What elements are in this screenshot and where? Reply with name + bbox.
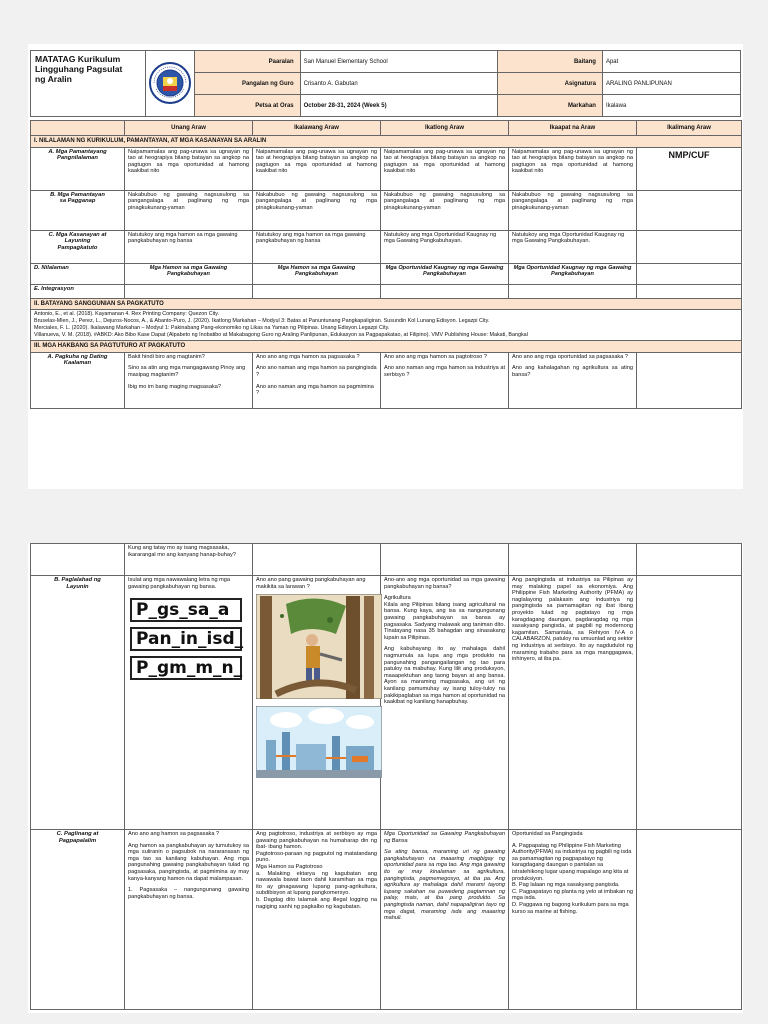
reference-entry: Bruselas-Mlen, J., Perez, L., Dejuros-Nocos, A., & Abanto-Puro, J. (2020). Ikatlong Markahan – Modyul 3: Batas at Panuntunang Pangkapaligiran. Susundin Kol Lunang Edisyon. Legazpi City. — [34, 318, 490, 325]
corner-cell — [31, 121, 125, 136]
day-header: Unang Araw — [125, 121, 253, 136]
table-cell: Naipamamalas ang pag-unawa sa ugnayan ng tao at heograpiya bilang batayan sa angkop na pagtugon sa mga oportunidad at hamong kaakibat nito — [381, 147, 509, 190]
row-label — [31, 147, 125, 190]
table-row — [31, 830, 742, 1010]
question-text: Ano ano naman ang mga hamon sa industriya at serbisyo ? — [384, 365, 505, 378]
value-baitang: Apat — [602, 51, 740, 73]
row-label: E. Integrasyon — [31, 284, 125, 298]
paragraph: Ang kabuhayang ito ay mahalaga dahil nagmumula sa lupa ang mga produkto na pangunahing pangangailangan ng tao para patuloy na mabuhay. Kung lilit ang produksyon, maaapektuhan ang taong bayan at ang bansa. Ayon sa maraming magsasaka, ang uri ng kanilang pamumuhay ay isang tuloy-tuloy na pakikipaglaban sa mga hamon at oportunidad na kaakibat ng kanilang hanapbuhay. — [384, 646, 505, 706]
table-cell — [253, 284, 381, 298]
table-cell — [381, 352, 509, 408]
row-label-line: B. Mga Pamantayan — [50, 191, 105, 198]
question-text: Ano ano naman ang mga hamon sa pagmimina ? — [256, 383, 374, 397]
value-markahan: Ikalawa — [602, 95, 740, 117]
table-row — [31, 147, 742, 190]
logging-illustration — [256, 594, 382, 699]
row-label-line: C. Paglinang at — [56, 831, 99, 837]
table-cell: Mga Hamon sa mga Gawaing Pangkabuhayan — [253, 263, 381, 284]
paragraph: Sa ating bansa, maraming uri ng gawaing pangkabuhayan na maaaring magbigay ng oportunidad para sa mga tao. Ang mga gawaing ito ay may kinalaman sa agrikultura, pangingisda, pagmemegosyo, at iba pa. Ang agrikultura ay mahalaga dahil marami tayong lupang sakahan na puwedeng pagtamnan ng palay, mais, at iba pang produkto. Sa pangingisda naman, dahil napapaligiran tayo ng mga dagat, maraming isda ang maaaring mahuli. — [384, 849, 505, 922]
table-cell: Nakabubuo ng gawaing nagsusulong sa pangangalaga at paglinang ng mga pinagkukunang-yaman — [253, 190, 381, 230]
question-text: Ano ang kahalagahan ng agrikultura sa ating bansa? — [512, 365, 633, 378]
table-cell — [637, 190, 742, 230]
paragraph: Pagtotroso-paraan ng pagputol ng matatandang puno. — [256, 850, 377, 864]
title-line: ng Aralin — [35, 74, 72, 84]
table-cell: Natutukoy ang mga hamon sa mga gawaing pangkabuhayan ng bansa — [125, 230, 253, 263]
table-cell — [637, 544, 742, 576]
table-cell — [253, 544, 381, 576]
subheading: Oportunidad sa Pangingisda — [512, 831, 583, 837]
reference-entry: Merciales, F. L. (2020). Ikalawang Markahan – Modyul 1: Pakinabang Pang-ekonomiko ng Likas na Yaman ng Pilipinas. Unang Edisyon.Legazpi City. — [34, 325, 390, 332]
table-cell — [637, 284, 742, 298]
lesson-plan-page-1 — [28, 44, 743, 489]
table-cell — [637, 352, 742, 408]
row-label-line: Kaalaman — [63, 360, 92, 367]
value-asignatura: ARALING PANLIPUNAN — [602, 73, 740, 95]
section-row — [31, 298, 742, 310]
label-paaralan: Paaralan — [195, 51, 300, 73]
word-puzzle: Pan_in_isd_ — [130, 627, 242, 651]
question-text: Sino sa atin ang mga mangagawang Pinoy ang masipag magtanim? — [128, 365, 246, 378]
instruction-text: Isulat ang mga nawawalang letra ng mga gawaing pangkabuhayan ng bansa. — [128, 577, 230, 590]
day-header: Ikalimang Araw — [637, 121, 742, 136]
row-label-line: sa Pagganap — [59, 198, 96, 205]
days-header-row — [31, 121, 742, 136]
label-asignatura: Asignatura — [497, 73, 602, 95]
question-text: Bakit hindi biro ang magtanim? — [128, 353, 205, 360]
table-cell: Kung ang tatay mo ay isang magsasaka, ikararangal mo ang kanyang hanap-buhay? — [125, 544, 253, 576]
table-cell: Mga Hamon sa mga Gawaing Pangkabuhayan — [125, 263, 253, 284]
lesson-plan-page-2 — [28, 543, 743, 1013]
paragraph: B. Pag lalaan ng mga sasakyang pangisda. — [512, 882, 620, 889]
table-cell — [381, 830, 509, 1010]
row-label-line: Pagpapalalim — [58, 837, 97, 844]
table-row — [31, 284, 742, 298]
row-label-line: C. Mga Kasanayan at — [48, 231, 107, 238]
paragraph: D. Paggawa ng bagong kurikulum para sa mga kurso sa marine at fishing. — [512, 901, 629, 915]
section-row — [31, 136, 742, 148]
row-label — [31, 230, 125, 263]
question-text: Ano ano ang mga hamon sa pagsasaka ? — [256, 353, 360, 360]
section-title: III. MGA HAKBANG SA PAGTUTURO AT PAGKATUTO — [31, 341, 742, 353]
section-title: II. BATAYANG SANGGUNIAN SA PAGKATUTO — [31, 298, 742, 310]
table-cell: Natutukoy ang mga Oportunidad Kaugnay ng mga Gawaing Pangkabuhayan. — [381, 230, 509, 263]
paragraph: Ang pagtotroso, industriya at serbisyo ay mga gawaing pangkabuhayan na humaharap din ng ibat- ibang hamon. — [256, 831, 377, 851]
paragraph: C. Pagpapatayo ng planta ng yelo at imbakan ng mga isda. — [512, 888, 633, 902]
references-cell — [31, 310, 742, 341]
missing-letters-activity — [130, 598, 247, 685]
reference-entry: Antonio, E., et al. (2018). Kayamanan 4. Rex Printing Company: Quezon City. — [34, 311, 220, 318]
table-cell: Naipamamalas ang pag-unawa sa ugnayan ng tao at heograpiya bilang batayan sa angkop na pagtugon sa mga oportunidad at hamong kaakibat nito — [509, 147, 637, 190]
day-header: Ikatlong Araw — [381, 121, 509, 136]
question-text: Ano ano ang hamon sa pagsasaka ? — [128, 831, 220, 837]
question-text: Ano-ano ang mga oportunidad sa mga gawaing pangkabuhayan ng bansa? — [384, 577, 505, 590]
row-label-line: A. Pagkuha ng Dating — [47, 353, 108, 360]
table-cell — [253, 576, 381, 830]
paragraph: 1. Pagsasaka – nangungunang gawaing pangkabuhayan ng bansa. — [128, 887, 249, 900]
industry-illustration — [256, 706, 382, 778]
paragraph: Kilala ang Pilipinas bilang isang agricultural na bansa. Kung kaya, ang isa sa nangungunang gawaing pangkabuhayan sa bansa ay pagsasaka. Sadyang malawak ang taniman dito. Tinatayang nasa 35 bahagdan ang sinasakang lupain sa Pilipinas. — [384, 601, 505, 641]
value-petsa: October 28-31, 2024 (Week 5) — [300, 95, 497, 117]
question-text: Ano ano pang gawaing pangkabuhayan ang makikita sa larawan ? — [256, 577, 366, 590]
table-cell: Natutukoy ang mga Oportunidad Kaugnay ng mga Gawaing Pangkabuhayan. — [509, 230, 637, 263]
section-title: I. NILALAMAN NG KURIKULUM, PAMANTAYAN, AT MGA KASANAYAN SA ARALIN — [31, 136, 742, 148]
table-cell: Mga Oportunidad Kaugnay ng mga Gawaing Pangkabuhayan — [381, 263, 509, 284]
subheading: Mga Oportunidad sa Gawaing Pangkabuhayan ng Bansa — [384, 831, 505, 844]
row-label-line: Pampagkatuto — [57, 244, 98, 251]
section-row — [31, 341, 742, 353]
table-cell: Naipamamalas ang pag-unawa sa ugnayan ng tao at heograpiya bilang batayan sa angkop na pagtugon sa mga oportunidad at hamong kaakibat nito — [125, 147, 253, 190]
value-guro: Crisanto A. Gabutan — [300, 73, 497, 95]
table-cell — [381, 576, 509, 830]
table-row — [31, 263, 742, 284]
table-cell — [125, 352, 253, 408]
table-cell: Naipamamalas ang pag-unawa sa ugnayan ng tao at heograpiya bilang batayan sa angkop na pagtugon sa mga oportunidad at hamong kaakibat nito — [253, 147, 381, 190]
table-cell — [509, 352, 637, 408]
nmp-cuf-label: NMP/CUF — [637, 147, 742, 190]
title-line: MATATAG Kurikulum — [35, 54, 121, 64]
table-cell: Natutukoy ang mga hamon sa mga gawaing pangkabuhayan ng bansa — [253, 230, 381, 263]
question-text: Ano ano ang mga hamon sa pagtotroso ? — [384, 353, 487, 360]
row-label-line: Pangnilalaman — [57, 155, 98, 162]
table-cell: Nakabubuo ng gawaing nagsusulong sa pangangalaga at paglinang ng mga pinagkukunang-yaman — [509, 190, 637, 230]
row-label-line: A. Mga Pamantayang — [48, 148, 107, 155]
paragraph: b. Dagdag dito talamak ang illegal logging na nagiging sanhi ng pagkalbo ng kagubatan. — [256, 896, 377, 910]
paragraph: A. Pagpapatag ng Philippine Fish Marketing Authority(PFMA) sa industriya ng pagbili ng isda sa pamamagitan ng pagpapatayo ng karagdagang daungan o pantalan sa istratehikong lugar upang mapalago ang kita at produksiyon. — [512, 842, 632, 882]
subheading: Mga Hamon sa Pagtotroso — [256, 863, 323, 870]
table-cell — [381, 284, 509, 298]
label-guro: Pangalan ng Guro — [195, 73, 300, 95]
word-puzzle: P_gs_sa_a — [130, 598, 242, 622]
header-table — [30, 50, 741, 117]
row-label — [31, 352, 125, 408]
table-cell: Ang pangingisda at industriya sa Pilipinas ay may malaking papel sa ekonomiya. Ang Philippine Fish Marketing Authority (PFMA) ay naglalayong palakasin ang industriya ng pangingisda sa pamamagitan ng ibat ibang proyekto tulad ng pagtatayo ng mga karagdagang daungan, pagdaragdag ng mga sasakyang pangisda, at pagbili ng modernong kagamitan. Samantala, sa Rehiyon IV-A o CALABARZON, patuloy na umuunlad ang sektor ng industriya at serbisyo. Ito ay nagdudulot ng maraming trabaho para sa mga manggagawa, inhinyero, at iba pa. — [509, 576, 637, 830]
table-cell — [125, 284, 253, 298]
table-cell — [253, 830, 381, 1010]
table-cell — [253, 352, 381, 408]
question-text: Ibig mo im bang maging magsasaka? — [128, 383, 221, 390]
value-paaralan: San Manuel Elementary School — [300, 51, 497, 73]
title-line: Lingguhang Pagsulat — [35, 64, 123, 74]
document-title — [31, 51, 146, 117]
table-cell — [509, 830, 637, 1010]
lesson-table-continued — [30, 543, 742, 1010]
row-label-line: Layunin — [66, 583, 89, 590]
paragraph: Ang hamon sa pangkabuhayan ay tumutukoy sa mga suliranin o pagsubok na nararanasan ng mga tao sa kanilang kabuhayan. Ang mga pangunahing gawaing pangkabuhayan tulad ng pagsasaka, pangingisda, at pagmimina ay may kanya-kanyang hamon na dapat malampasan. — [128, 842, 249, 882]
table-cell — [125, 576, 253, 830]
deped-seal-logo — [145, 51, 195, 117]
question-text: Ano ano naman ang mga hamon sa pangingisda ? — [256, 365, 377, 378]
row-label-line: Layuning — [64, 238, 91, 245]
table-cell — [125, 830, 253, 1010]
table-cell — [509, 544, 637, 576]
day-header: Ikaapat na Araw — [509, 121, 637, 136]
paragraph: a. Malaking ektarya ng kagubatan ang nawawala bawat taon dahil karamihan sa mga ito ay ginagawang lupang pang-agrikultura, subdibisyon at lupang pangkomersyo. — [256, 870, 377, 897]
table-cell — [637, 263, 742, 284]
table-cell: Mga Oportunidad Kaugnay ng mga Gawaing Pangkabuhayan — [509, 263, 637, 284]
label-markahan: Markahan — [497, 95, 602, 117]
table-cell — [637, 830, 742, 1010]
table-cell — [509, 284, 637, 298]
table-cell — [381, 544, 509, 576]
label-petsa: Petsa at Oras — [195, 95, 300, 117]
reference-entry: Villanueva, V. M. (2018). #ABKD: Ako Bibo Kase Dapat (Alpabeto ng Inobatibo at Makabagong Guro ng Araling Panlipunan, Edukasyon sa Pagpapakatao, at Filipino). VMV Publishing House: Makati, Bangkal — [34, 332, 528, 339]
row-label — [31, 544, 125, 576]
table-cell — [637, 576, 742, 830]
row-label: D. Nilalaman — [31, 263, 125, 284]
table-row — [31, 544, 742, 576]
table-cell: Nakabubuo ng gawaing nagsusulong sa pangangalaga at paglinang ng mga pinagkukunang-yaman — [125, 190, 253, 230]
table-row — [31, 352, 742, 408]
row-label-line: B. Paglalahad ng — [54, 577, 101, 583]
table-cell — [637, 230, 742, 263]
row-label — [31, 190, 125, 230]
table-row — [31, 230, 742, 263]
table-cell: Nakabubuo ng gawaing nagsusulong sa pangangalaga at paglinang ng mga pinagkukunang-yaman — [381, 190, 509, 230]
table-row — [31, 190, 742, 230]
row-label — [31, 830, 125, 1010]
subheading: Agrikultura — [384, 595, 411, 602]
references-row — [31, 310, 742, 341]
table-row — [31, 576, 742, 830]
word-puzzle: P_gm_m_n_ — [130, 656, 242, 680]
lesson-table — [30, 120, 742, 409]
question-text: Ano ano ang mga oportunidad sa pagsasaka ? — [512, 353, 629, 360]
day-header: Ikalawang Araw — [253, 121, 381, 136]
label-baitang: Baitang — [497, 51, 602, 73]
row-label — [31, 576, 125, 830]
